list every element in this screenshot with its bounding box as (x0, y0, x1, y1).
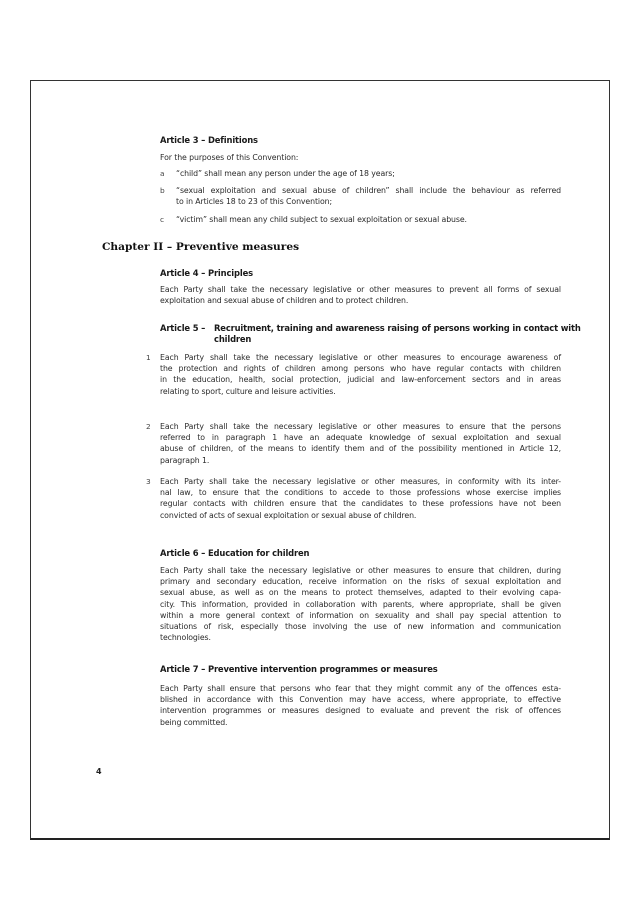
article-6-line: technologies. (160, 633, 211, 643)
article-5-heading-prefix: Article 5 – (160, 323, 206, 333)
article-7-text (160, 683, 561, 728)
paragraph-line: nal law, to ensure that the conditions to accede to those professions whose exercise implies (160, 488, 561, 498)
paragraph-line: Each Party shall take the necessary legislative or other measures to ensure that the persons (160, 422, 561, 431)
article-6-line: Each Party shall take the necessary legislative or other measures to ensure that children, during (160, 566, 561, 575)
article-4-line: exploitation and sexual abuse of children and to protect children. (160, 296, 409, 306)
chapter-heading: Chapter II – Preventive measures (102, 241, 300, 253)
definition-a-line: “child” shall mean any person under the age of 18 years; (176, 169, 395, 178)
paragraph-line: relating to sport, culture and leisure activities. (160, 386, 336, 396)
item-marker-c: c (160, 215, 165, 224)
paragraph-number-2: 2 (146, 422, 151, 431)
paragraph-line: paragraph 1. (160, 455, 210, 465)
article-3-heading: Article 3 – Definitions (160, 135, 258, 145)
item-marker-b: b (160, 186, 165, 195)
paragraph-line: Each Party shall take the necessary legislative or other measures, in conformity with its inter- (160, 477, 561, 486)
article-6-line: situations of risk, especially those involving the use of new information and communication (160, 622, 561, 632)
article-5-heading-line: children (214, 334, 252, 344)
article-4-line: Each Party shall take the necessary legislative or other measures to prevent all forms of sexual (160, 285, 561, 294)
article-5-paragraph-2 (160, 421, 561, 466)
article-3-intro-line: For the purposes of this Convention: (160, 153, 299, 162)
article-6-line: primary and secondary education, receive information on the risks of sexual exploitation and (160, 577, 561, 587)
paragraph-line: regular contacts with children ensure that the candidates to these professions have not been (160, 499, 561, 509)
article-7-heading: Article 7 – Preventive intervention programmes or measures (160, 664, 438, 674)
article-6-heading: Article 6 – Education for children (160, 548, 310, 558)
paragraph-line: convicted of acts of sexual exploitation or sexual abuse of children. (160, 510, 417, 520)
definition-b-line: to in Articles 18 to 23 of this Convention; (176, 197, 333, 207)
paragraph-line: in the education, health, social protection, judicial and law-enforcement sectors and in areas (160, 375, 561, 385)
article-7-line: being committed. (160, 717, 228, 727)
paragraph-line: Each Party shall take the necessary legislative or other measures to encourage awareness of (160, 353, 561, 362)
page-number: 4 (96, 767, 102, 776)
article-5-paragraph-1 (160, 352, 561, 397)
article-6-text (160, 565, 561, 643)
paragraph-line: abuse of children, of the means to identify them and of the possibility mentioned in Article 12, (160, 444, 561, 454)
paragraph-line: the protection and rights of children among persons who have regular contacts with children (160, 364, 561, 374)
definition-a (176, 168, 561, 179)
article-4-heading: Article 4 – Principles (160, 268, 253, 278)
article-7-line: blished in accordance with this Convention may have access, where appropriate, to effective (160, 695, 561, 705)
article-6-line: city. This information, provided in collaboration with parents, where appropriate, shall be given (160, 599, 561, 609)
definition-b-line: “sexual exploitation and sexual abuse of children” shall include the behaviour as referred (176, 186, 561, 195)
paragraph-line: referred to in paragraph 1 have an adequate knowledge of sexual exploitation and sexual (160, 433, 561, 443)
definition-c-line: “victim” shall mean any child subject to sexual exploitation or sexual abuse. (176, 215, 467, 224)
paragraph-number-1: 1 (146, 353, 151, 362)
definition-b (176, 185, 561, 207)
article-7-line: Each Party shall ensure that persons who fear that they might commit any of the offences esta- (160, 684, 561, 693)
paragraph-number-3: 3 (146, 477, 151, 486)
article-4-text (160, 284, 561, 306)
article-5-heading (160, 323, 205, 333)
article-5-heading-text (214, 323, 581, 344)
article-5-paragraph-3 (160, 476, 561, 521)
article-6-line: within a more general context of information on sexuality and shall pay special attention to (160, 610, 561, 620)
definition-c (176, 214, 561, 225)
article-7-line: intervention programmes or measures designed to evaluate and prevent the risk of offences (160, 706, 561, 716)
article-5-heading-line: Recruitment, training and awareness raising of persons working in contact with (214, 323, 581, 333)
article-6-line: sexual abuse, as well as on the means to protect themselves, adapted to their evolving capa- (160, 588, 561, 598)
article-3-intro (160, 152, 560, 163)
item-marker-a: a (160, 169, 165, 178)
